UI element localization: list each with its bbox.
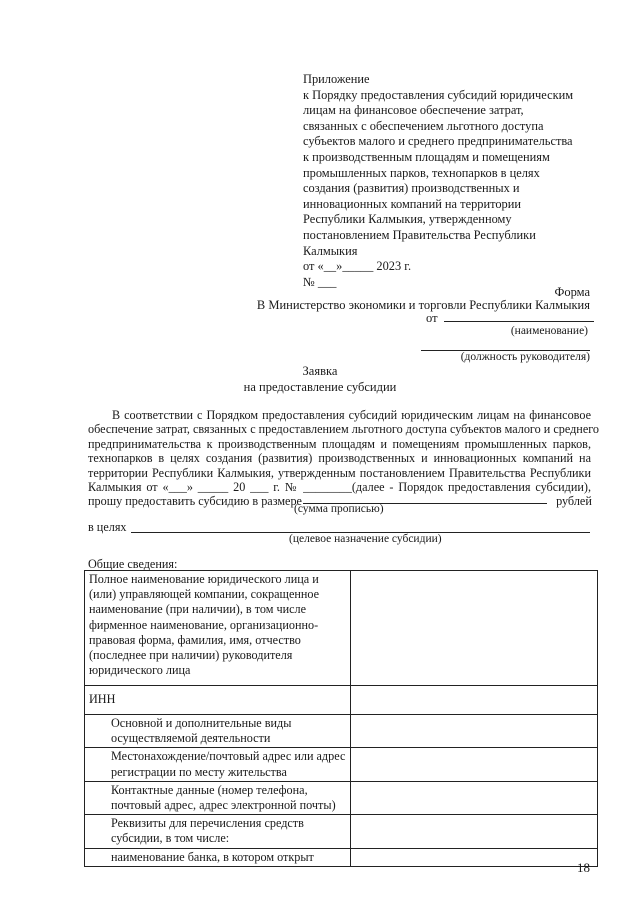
page-number: 18 bbox=[577, 860, 590, 875]
table-row bbox=[85, 848, 598, 866]
body-line: предпринимательства к производственным площадям и помещениям промышленных парков, bbox=[88, 436, 591, 451]
document-subtitle: на предоставление субсидии bbox=[243, 380, 397, 394]
table-row bbox=[85, 815, 598, 848]
from-label: от bbox=[426, 311, 438, 325]
row-label: Реквизиты для перечисления средств субсидии, в том числе: bbox=[85, 815, 351, 848]
request-suffix: рублей bbox=[556, 494, 592, 509]
row-label: ИНН bbox=[85, 686, 351, 715]
purpose-label: в целях bbox=[88, 520, 127, 534]
applicant-name-line bbox=[444, 311, 594, 322]
row-value bbox=[351, 686, 598, 715]
position-caption: (должность руководителя) bbox=[460, 351, 590, 363]
row-value bbox=[351, 715, 598, 748]
addressee: В Министерство экономики и торговли Республики Калмыкия bbox=[256, 298, 590, 312]
form-label: Форма bbox=[554, 285, 590, 299]
row-label: Основной и дополнительные виды осуществляемой деятельности bbox=[85, 715, 351, 748]
appendix-line: к Порядку предоставления субсидий юридическим bbox=[303, 87, 574, 102]
table-row bbox=[85, 571, 598, 686]
row-label: Местонахождение/почтовый адрес или адрес регистрации по месту жительства bbox=[85, 748, 351, 781]
appendix-line: создания (развития) производственных и bbox=[303, 181, 520, 196]
appendix-line: Приложение bbox=[303, 72, 370, 86]
row-value bbox=[351, 748, 598, 781]
row-label: Контактные данные (номер телефона, почтовый адрес, адрес электронной почты) bbox=[85, 781, 351, 814]
body-line: В соответствии с Порядком предоставления субсидий юридическим лицам на финансовое bbox=[112, 408, 591, 422]
document-title: Заявка bbox=[302, 364, 338, 378]
row-value bbox=[351, 781, 598, 814]
appendix-line: Республики Калмыкия, утвержденному bbox=[303, 212, 512, 227]
appendix-line: связанных с обеспечением льготного доступа bbox=[303, 118, 544, 133]
purpose-caption: (целевое назначение субсидии) bbox=[289, 533, 442, 545]
appendix-line: лицам на финансовое обеспечение затрат, bbox=[303, 103, 524, 118]
row-value bbox=[351, 848, 598, 866]
body-line: обеспечение затрат, связанных с предоставлением льготного доступа субъектов малого и среднего bbox=[88, 422, 600, 437]
table-row bbox=[85, 686, 598, 715]
table-row bbox=[85, 715, 598, 748]
appendix-block bbox=[303, 72, 603, 290]
appendix-line: к производственным площадям и помещениям bbox=[303, 149, 550, 164]
body-line: Калмыкия от «___» _____ 20 ___ г. № ________(далее - Порядок предоставления субсидии), bbox=[88, 480, 591, 495]
sum-caption: (сумма прописью) bbox=[294, 503, 384, 515]
application-body bbox=[88, 408, 600, 509]
table-row bbox=[85, 781, 598, 814]
row-value bbox=[351, 815, 598, 848]
name-caption: (наименование) bbox=[510, 325, 588, 337]
appendix-line: промышленных парков, технопарков в целях bbox=[303, 165, 540, 180]
appendix-line: субъектов малого и среднего предпринимательства bbox=[303, 134, 573, 149]
appendix-line: инновационных компаний на территории bbox=[303, 196, 521, 211]
row-value bbox=[351, 571, 598, 686]
from-field bbox=[426, 311, 594, 326]
general-info-table bbox=[84, 570, 598, 867]
body-line: территории Республики Калмыкия, утвержденным постановлением Правительства Республики bbox=[88, 465, 591, 480]
appendix-line: Калмыкия bbox=[303, 243, 358, 258]
body-line: технопарков в целях создания (развития) производственных и инновационных компаний на bbox=[88, 451, 591, 466]
appendix-line: постановлением Правительства Республики bbox=[303, 227, 536, 242]
request-prefix: прошу предоставить субсидию в размере bbox=[88, 494, 302, 509]
row-label: Полное наименование юридического лица и (или) управляющей компании, сокращенное наименование (при наличии), в том числе фирменное наименование, организационно-правовая форма, фамилия, имя, отчество (последнее при наличии) руководителя юридического лица bbox=[85, 571, 351, 686]
appendix-number: № ___ bbox=[303, 274, 337, 289]
row-label: наименование банка, в котором открыт bbox=[85, 848, 351, 866]
general-heading: Общие сведения: bbox=[88, 557, 178, 571]
appendix-date: от «__»_____ 2023 г. bbox=[303, 259, 412, 274]
table-row bbox=[85, 748, 598, 781]
